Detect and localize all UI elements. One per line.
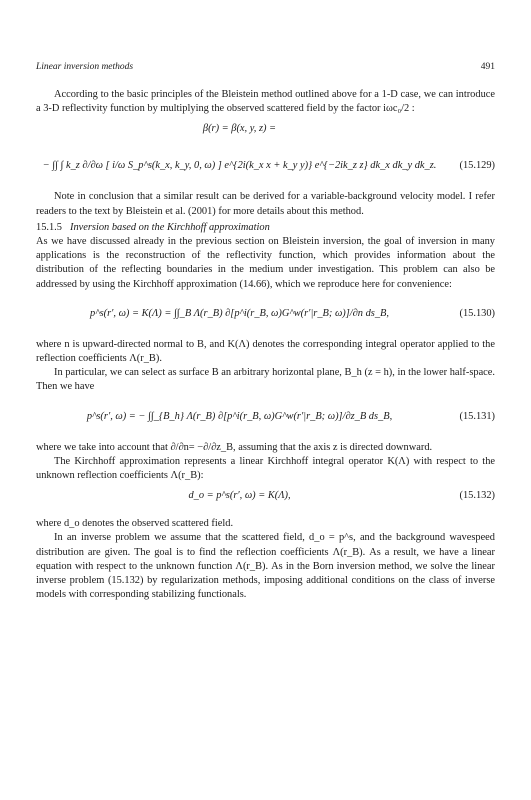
paragraph: In particular, we can select as surface B an arbitrary horizontal plane, B_h (z = h), in the lower half-space. Then we have (36, 367, 495, 393)
page-number: 491 (480, 62, 495, 72)
running-head-title: Linear inversion methods (36, 62, 134, 72)
equation-lhs: p^s(r′, ω) = K(Λ) = (90, 307, 172, 319)
equation-number: (15.131) (459, 410, 495, 422)
equation-number: (15.130) (459, 307, 495, 319)
equation-rhs: ∫∫_{B_h} Λ(r_B) ∂[p^i(r_B, ω)G^w(r′|r_B; ω)]/∂z_B ds_B, (148, 410, 393, 422)
equation-number: (15.132) (459, 490, 495, 502)
paragraph: Note in conclusion that a similar result can be derived for a variable-background velocity model. I refer readers to the text by Bleistein et al. (2001) for more details about this method. (36, 191, 495, 217)
equation-body: β(r) = β(x, y, z) = (202, 123, 277, 135)
paragraph: where n is upward-directed normal to B, and K(Λ) denotes the corresponding integral operator applied to the reflection coefficients Λ(r_B). (36, 338, 495, 365)
paragraph: The Kirchhoff approximation represents a linear Kirchhoff integral operator K(Λ) with respect to the unknown reflection coefficients Λ(r_B): (36, 455, 495, 482)
equation-beta (36, 122, 495, 144)
equation-lhs: p^s(r′, ω) = − (86, 410, 146, 422)
paragraph: According to the basic principles of the Bleistein method outlined above for a 1-D case, we can introduce a 3-D reflectivity function by multiplying the observed scattered field by the factor iωc₀/2 : (36, 89, 495, 115)
equation-body: d_o = p^s(r′, ω) = K(Λ), (188, 490, 291, 502)
paragraph: As we have discussed already in the previous section on Bleistein inversion, the goal of inversion in many applications is the reconstruction of the reflectivity function, which provides information about the distribution of the reflecting boundaries in the medium under investigation. This problem can also be addressed by using the Kirchhoff approximation (14.66), which we reproduce here for convenience: (36, 236, 495, 290)
equation-15-132 (36, 489, 495, 511)
subsection-number: 15.1.5 (36, 221, 62, 233)
equation-body (36, 307, 443, 321)
equation-rhs: ∫∫ ∫ k_z ∂/∂ω [ i/ω S_p^s(k_x, k_y, 0, ω) ] e^{2i(k_x x + k_y y)} e^{−2ik_z z} dk_x dk_y dk_z. (52, 160, 437, 172)
equation-15-130 (36, 298, 495, 332)
subsection-title: Inversion based on the Kirchhoff approximation (69, 221, 270, 233)
equation-lhs: − (42, 160, 50, 172)
equation-body (36, 159, 443, 173)
paragraph: where we take into account that ∂/∂n= −∂/∂z_B, assuming that the axis z is directed downward. (36, 441, 433, 453)
equation-15-131 (36, 401, 495, 435)
paragraph: In an inverse problem we assume that the scattered field, d_o = p^s, and the background wavespeed distribution are given. The goal is to find the reflection coefficients Λ(r_B). As a result, we have a linear equation with respect to the unknown function Λ(r_B). As in the Born inversion method, we solve the linear inverse problem (15.132) by regularization methods, imposing additional conditions on the class of inverse models with corresponding stabilizing functionals. (36, 532, 495, 601)
equation-15-129 (36, 150, 495, 184)
paragraph: where d_o denotes the observed scattered field. (36, 518, 234, 530)
page-body (36, 88, 495, 602)
subsection-heading (36, 221, 495, 235)
running-head (36, 62, 495, 76)
equation-body (36, 410, 443, 424)
equation-rhs: ∫∫_B Λ(r_B) ∂[p^i(r_B, ω)G^w(r′|r_B; ω)]/∂n ds_B, (173, 307, 389, 319)
equation-number: (15.129) (459, 160, 495, 172)
